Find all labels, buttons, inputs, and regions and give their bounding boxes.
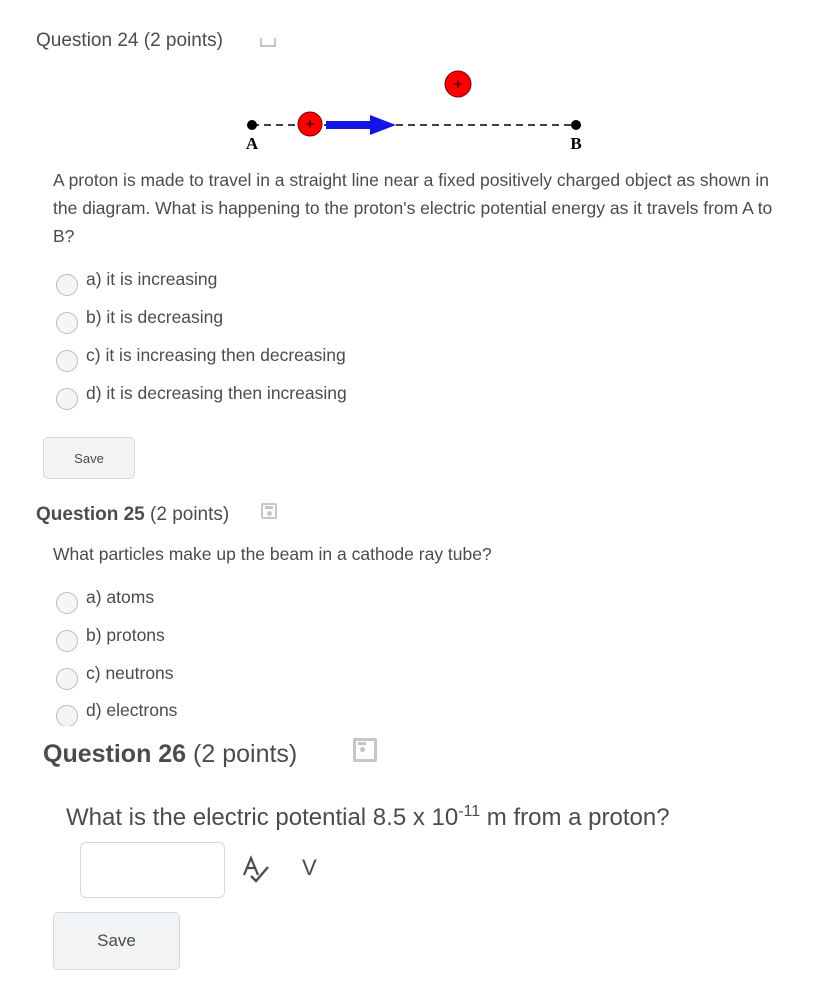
- q25-option-c[interactable]: [56, 654, 177, 692]
- radio-button[interactable]: [56, 274, 78, 296]
- radio-button[interactable]: [56, 668, 78, 690]
- question-26-number: Question 26: [43, 740, 187, 768]
- question-24-points: (2 points): [143, 30, 223, 51]
- label-b: B: [570, 134, 582, 153]
- question-26-points: (2 points): [193, 740, 298, 768]
- q25-option-a[interactable]: [56, 578, 177, 616]
- q24-option-a[interactable]: [56, 260, 347, 298]
- spellcheck-icon[interactable]: [241, 855, 271, 885]
- prompt-text: What is the electric potential 8.5 x 10: [66, 804, 459, 831]
- answer-input[interactable]: [80, 842, 225, 898]
- radio-button[interactable]: [56, 350, 78, 372]
- prompt-exponent: -11: [458, 803, 481, 820]
- option-label: d) electrons: [86, 699, 178, 720]
- label-a: A: [245, 134, 259, 153]
- q24-option-c[interactable]: [56, 336, 347, 374]
- question-25-options: [56, 578, 177, 728]
- option-label: b) it is decreasing: [86, 306, 224, 327]
- question-24-options: [56, 260, 347, 412]
- question-25-prompt: What particles make up the beam in a cathode ray tube?: [53, 544, 492, 564]
- q24-option-d[interactable]: [56, 374, 347, 412]
- question-24-number: Question 24: [36, 30, 139, 51]
- q25-option-d[interactable]: [56, 692, 177, 728]
- option-label: c) it is increasing then decreasing: [86, 344, 346, 365]
- fixed-charge-sign: +: [453, 76, 463, 93]
- question-25-number: Question 25: [36, 504, 145, 525]
- option-label: a) it is increasing: [86, 268, 218, 289]
- velocity-arrow: [326, 115, 396, 135]
- save-status-icon: [353, 738, 377, 762]
- proton-sign: +: [305, 116, 315, 133]
- radio-button[interactable]: [56, 312, 78, 334]
- prompt-text-end: m from a proton?: [480, 804, 670, 831]
- q26-save-button[interactable]: Save: [53, 912, 180, 970]
- question-24-heading: [36, 30, 223, 52]
- q25-option-b[interactable]: [56, 616, 177, 654]
- charge-diagram: [230, 62, 600, 162]
- option-label: b) protons: [86, 624, 165, 645]
- radio-button[interactable]: [56, 705, 78, 727]
- radio-button[interactable]: [56, 388, 78, 410]
- q24-save-button[interactable]: Save: [43, 437, 135, 479]
- point-a-dot: [247, 120, 257, 130]
- save-status-icon: [261, 503, 277, 519]
- option-label: d) it is decreasing then increasing: [86, 382, 347, 403]
- option-label: a) atoms: [86, 586, 155, 607]
- question-25-points: (2 points): [150, 504, 230, 525]
- q24-option-b[interactable]: [56, 298, 347, 336]
- save-status-icon: [260, 38, 276, 47]
- option-label: c) neutrons: [86, 662, 174, 683]
- question-26-heading: [43, 740, 297, 769]
- question-25-heading: [36, 504, 229, 526]
- question-26-prompt: [66, 803, 670, 832]
- point-b-dot: [571, 120, 581, 130]
- question-24-prompt: A proton is made to travel in a straight line near a fixed positively charged object as shown in the diagram. What is happening to the proton's electric potential energy as it travels from A to B?: [53, 170, 773, 246]
- unit-label: V: [302, 855, 317, 880]
- radio-button[interactable]: [56, 592, 78, 614]
- radio-button[interactable]: [56, 630, 78, 652]
